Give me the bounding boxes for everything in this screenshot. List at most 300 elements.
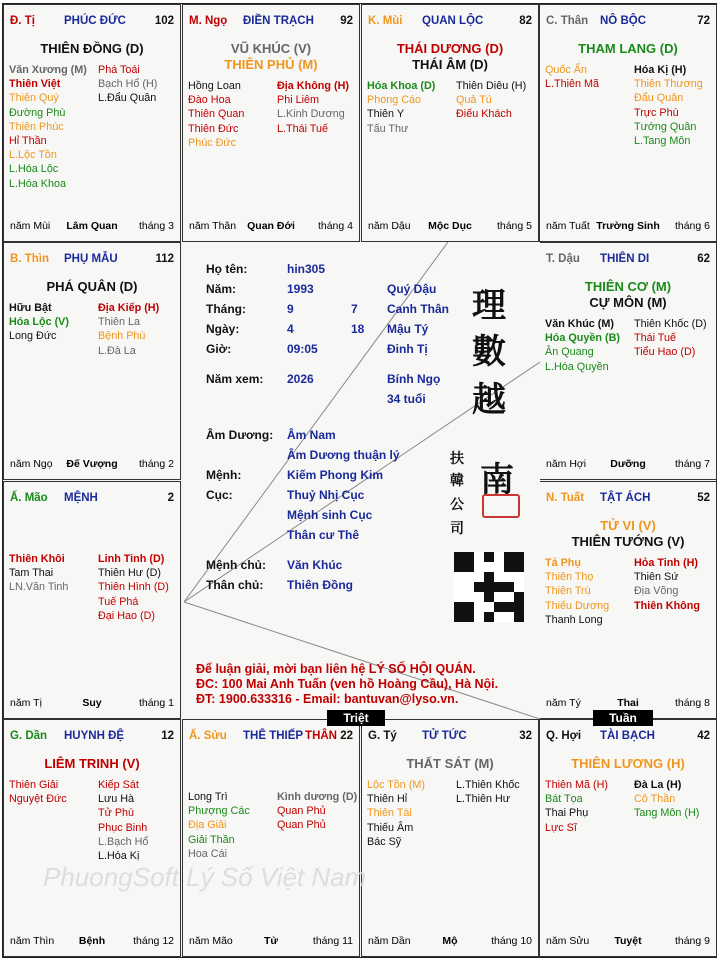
lunar-value: 18	[351, 322, 365, 336]
palace-name: TỬ TỨC	[422, 730, 467, 742]
palace-name: NÔ BỘC	[600, 15, 646, 27]
main-star: THIÊN LƯƠNG (H)	[571, 756, 685, 771]
minor-star: Tướng Quân	[634, 120, 697, 133]
minor-star: Đà La (H)	[634, 779, 682, 791]
palace-cell	[539, 719, 717, 957]
main-stars	[4, 279, 180, 295]
info-label: Tháng:	[206, 302, 246, 316]
main-stars	[4, 756, 180, 772]
earthly-branch: T. Dậu	[546, 253, 580, 265]
thanchu-value: Thiên Đồng	[287, 578, 353, 592]
palace-name: TẬT ÁCH	[600, 492, 651, 504]
footer-stage: Lâm Quan	[66, 220, 118, 232]
earthly-branch: C. Thân	[546, 15, 589, 27]
minor-star: Điếu Khách	[456, 108, 512, 121]
palace-footer	[189, 935, 353, 948]
footer-stage: Tử	[263, 935, 279, 947]
side-char: 公	[450, 497, 464, 513]
minor-star: Hỏa Tinh (H)	[634, 557, 698, 569]
minor-star: Phi Liêm	[277, 94, 320, 107]
minor-star: Phục Binh	[98, 821, 148, 834]
palace-number: 32	[519, 730, 532, 742]
minor-star: Địa Giải	[188, 819, 227, 832]
palace-number: 62	[697, 253, 710, 265]
tuan-tag: Tuần	[593, 710, 653, 726]
minor-star: Long Đức	[9, 330, 57, 343]
minor-star: Hóa Kị (H)	[634, 64, 687, 76]
amduong-value: Âm Nam	[287, 428, 336, 442]
earthly-branch: Ấ. Sửu	[189, 730, 227, 742]
footer-stage: Bệnh	[78, 935, 106, 947]
palace-header	[10, 15, 174, 29]
info-label: Ngày:	[206, 322, 240, 336]
minor-star: Tả Phụ	[545, 557, 581, 569]
minor-star: Bác Sỹ	[367, 835, 402, 848]
minor-stars-left	[545, 556, 609, 627]
minor-star: Bát Tọa	[545, 793, 583, 806]
minor-stars-right	[98, 63, 157, 106]
palace-number: 112	[155, 253, 174, 265]
main-star: CỰ MÔN (M)	[589, 295, 667, 310]
palace-cell	[361, 719, 539, 957]
minor-star: Thiên Đức	[188, 122, 239, 135]
palace-cell	[539, 4, 717, 242]
canchi-value: Bính Ngọ	[387, 372, 441, 386]
footer-year: năm Ngọ	[10, 458, 53, 470]
minor-stars-left	[9, 552, 68, 595]
minor-star: Thái Tuế	[634, 332, 677, 345]
contact-line: ĐC: 100 Mai Anh Tuấn (ven hồ Hoàng Cầu), Hà Nội.	[196, 677, 499, 691]
center-info-panel	[184, 242, 540, 719]
palace-header	[546, 730, 710, 744]
footer-year: năm Tuất	[546, 220, 590, 232]
footer-year: năm Tý	[546, 697, 581, 709]
minor-star: Đường Phù	[9, 106, 66, 119]
footer-year: năm Dần	[368, 935, 411, 947]
info-label: Năm xem:	[206, 372, 264, 386]
footer-stage: Trường Sinh	[596, 220, 660, 232]
minor-star: Thiên La	[98, 316, 141, 329]
info-value: 09:05	[287, 342, 318, 356]
info-value: 9	[287, 302, 294, 316]
minor-star: Địa Võng	[634, 585, 679, 598]
palace-cell	[539, 242, 717, 480]
main-star: TỬ VI (V)	[600, 518, 656, 533]
earthly-branch: Đ. Tị	[10, 15, 35, 27]
main-star: THIÊN CƠ (M)	[584, 279, 672, 294]
minor-star: Thiên Giải	[9, 779, 59, 791]
main-stars	[540, 41, 716, 57]
info-label: Họ tên:	[206, 262, 248, 276]
palace-footer	[10, 935, 174, 948]
contact-line: Để luận giải, mời bạn liên hệ LÝ SỐ HỘI QUÁN.	[196, 662, 476, 676]
earthly-branch: B. Thìn	[10, 253, 49, 265]
minor-star: Thiên Phúc	[9, 120, 64, 133]
footer-month: tháng 5	[496, 220, 532, 232]
main-star: THẤT SÁT (M)	[406, 756, 494, 771]
palace-name: MỆNH	[64, 492, 98, 504]
footer-year: năm Mùi	[10, 220, 51, 232]
minor-stars-right	[277, 790, 357, 833]
minor-stars-right	[456, 79, 526, 122]
calligraphy-char: 南	[480, 460, 514, 500]
palace-name: PHỤ MẪU	[64, 253, 118, 265]
main-star: THIÊN TƯỚNG (V)	[571, 534, 685, 549]
main-star: THÁI ÂM (D)	[412, 57, 488, 72]
amduong-label: Âm Dương:	[206, 428, 274, 442]
footer-stage: Quan Đới	[247, 220, 295, 232]
minor-star: Bạch Hổ (H)	[98, 78, 158, 91]
triet-tag: Triệt	[327, 710, 385, 726]
minor-star: L.Kinh Dương	[277, 108, 345, 121]
minor-star: Tuế Phá	[98, 595, 139, 608]
side-char: 韓	[450, 473, 464, 489]
minor-star: L.Thiên Hư	[456, 793, 511, 806]
side-char: 扶	[450, 451, 464, 467]
amduong-note: Âm Dương thuận lý	[287, 448, 400, 462]
minor-star: Thiên Thọ	[545, 571, 594, 584]
minor-star: Quan Phủ	[277, 805, 326, 818]
minor-stars-right	[98, 778, 148, 863]
minor-star: Đẩu Quân	[634, 92, 684, 105]
minor-stars-right	[634, 556, 700, 613]
main-stars	[540, 279, 716, 311]
main-star: VŨ KHÚC (V)	[230, 41, 312, 56]
palace-footer	[10, 220, 174, 233]
minor-star: Kình dương (D)	[277, 791, 358, 803]
palace-number: 42	[697, 730, 710, 742]
minor-stars-left	[367, 79, 435, 136]
minor-stars-right	[634, 63, 703, 148]
minor-star: Phong Cáo	[367, 94, 422, 107]
footer-stage: Đế Vượng	[66, 458, 118, 470]
watermark: PhuongSoft Lý Số Việt Nam	[43, 862, 367, 892]
minor-star: Thiên Việt	[9, 78, 61, 91]
palace-number: 2	[167, 492, 174, 504]
minor-star: L.Lộc Tồn	[9, 149, 57, 162]
minor-star: Thiên Khôi	[9, 553, 65, 565]
minor-star: Lộc Tồn (M)	[367, 779, 426, 791]
minor-star: L.Đà La	[98, 344, 136, 357]
minor-star: Thai Phụ	[545, 807, 589, 820]
main-stars	[362, 41, 538, 73]
minor-star: L.Thiên Khốc	[456, 779, 520, 791]
palace-header	[546, 492, 710, 506]
palace-header	[10, 492, 174, 506]
minor-star: L.Thiên Mã	[545, 78, 600, 91]
palace-footer	[10, 697, 174, 710]
minor-star: Tang Môn (H)	[634, 807, 700, 820]
minor-star: Văn Xương (M)	[9, 64, 87, 76]
minor-star: Nguyệt Đức	[9, 793, 67, 806]
minor-star: Phượng Các	[188, 805, 250, 818]
palace-footer	[368, 220, 532, 233]
info-value: 4	[287, 322, 294, 336]
minor-star: Quả Tú	[456, 94, 492, 107]
footer-month: tháng 10	[491, 935, 532, 947]
main-stars	[362, 756, 538, 772]
contact-info	[196, 662, 498, 707]
minor-star: Đào Hoa	[188, 94, 231, 107]
minor-star: Thiếu Âm	[367, 821, 414, 834]
info-value: 2026	[287, 372, 314, 386]
minor-stars-left	[188, 790, 250, 861]
palace-footer	[546, 458, 710, 471]
minor-star: Thiên Quan	[188, 108, 245, 121]
palace-header	[368, 15, 532, 29]
minor-stars-right	[634, 317, 707, 360]
minor-stars-right	[634, 778, 699, 821]
minor-star: Phúc Đức	[188, 136, 237, 149]
palace-cell	[182, 4, 360, 242]
minor-star: Thiên Hình (D)	[98, 581, 169, 594]
minor-star: L.Hóa Kị	[98, 849, 140, 862]
footer-year: năm Mão	[189, 935, 233, 947]
palace-footer	[546, 697, 710, 710]
than-marker: THÂN	[305, 730, 337, 742]
qr-code[interactable]	[454, 552, 524, 622]
main-stars	[183, 41, 359, 73]
minor-stars-left	[545, 778, 608, 835]
minor-stars-right	[277, 79, 349, 136]
minor-stars-right	[98, 552, 169, 623]
minor-stars-left	[9, 63, 87, 191]
canchi-value: Canh Thân	[387, 302, 449, 316]
minor-star: Thiên Diêu (H)	[456, 80, 527, 92]
minor-stars-left	[9, 301, 69, 344]
minor-stars-left	[9, 778, 67, 806]
minor-star: Bệnh Phù	[98, 330, 146, 343]
footer-month: tháng 1	[138, 697, 174, 709]
palace-number: 22	[340, 730, 353, 742]
footer-year: năm Thìn	[10, 935, 55, 947]
palace-cell	[182, 719, 360, 957]
minor-star: Quan Phủ	[277, 819, 326, 832]
minor-stars-left	[545, 63, 599, 91]
footer-year: năm Hợi	[546, 458, 587, 470]
minor-star: Thiên Mã (H)	[545, 779, 608, 791]
minor-star: Lưu Hà	[98, 793, 135, 806]
palace-name: ĐIỀN TRẠCH	[243, 15, 314, 27]
palace-cell	[539, 481, 717, 719]
footer-stage: Mộc Dục	[428, 220, 472, 232]
minor-star: Địa Kiếp (H)	[98, 302, 160, 314]
footer-year: năm Sửu	[546, 935, 590, 947]
palace-cell	[3, 4, 181, 242]
minor-star: Đại Hao (D)	[98, 609, 155, 622]
footer-month: tháng 4	[317, 220, 353, 232]
main-stars	[540, 518, 716, 550]
cuc-label: Cục:	[206, 488, 233, 502]
palace-cell	[3, 242, 181, 480]
earthly-branch: Q. Hợi	[546, 730, 582, 742]
earthly-branch: K. Mùi	[368, 15, 403, 27]
calligraphy-char: 越	[472, 380, 506, 420]
minor-star: Tấu Thư	[367, 122, 409, 135]
minor-star: Hữu Bật	[9, 302, 52, 314]
minor-star: Ân Quang	[545, 346, 594, 359]
minor-star: Thiên Y	[367, 108, 405, 121]
minor-star: Tử Phù	[98, 807, 135, 820]
minor-star: Trực Phù	[634, 106, 679, 119]
earthly-branch: Ấ. Mão	[10, 492, 48, 504]
main-star: PHÁ QUÂN (D)	[46, 279, 138, 294]
minor-star: L.Hóa Khoa	[9, 177, 67, 190]
footer-year: năm Thân	[189, 220, 237, 232]
canchi-value: Mậu Tý	[387, 322, 429, 336]
minor-star: Long Trì	[188, 791, 228, 803]
minor-star: Thiên Không	[634, 599, 700, 612]
minor-star: Hóa Lộc (V)	[9, 316, 69, 329]
footer-stage: Mộ	[442, 935, 458, 947]
minor-star: LN.Văn Tinh	[9, 581, 69, 594]
palace-header	[546, 15, 710, 29]
minor-star: L.Tang Môn	[634, 134, 691, 147]
palace-footer	[189, 220, 353, 233]
palace-cell	[3, 719, 181, 957]
footer-stage: Dưỡng	[610, 458, 646, 470]
calligraphy-char: 理	[472, 286, 506, 326]
palace-header	[10, 730, 174, 744]
footer-month: tháng 8	[674, 697, 710, 709]
minor-star: L.Đẩu Quân	[98, 92, 157, 105]
palace-number: 82	[519, 15, 532, 27]
minor-star: Thiếu Dương	[545, 599, 610, 612]
earthly-branch: G. Dần	[10, 730, 48, 742]
minor-stars-left	[367, 778, 425, 849]
footer-month: tháng 12	[133, 935, 174, 947]
minor-star: Giải Thần	[188, 833, 235, 846]
palace-header	[546, 253, 710, 267]
palace-name: TÀI BẠCH	[600, 730, 655, 742]
cuc-note: Mệnh sinh Cục	[287, 508, 373, 522]
main-star: LIÊM TRINH (V)	[44, 756, 140, 771]
minor-stars-right	[456, 778, 520, 806]
palace-name: THIÊN DI	[600, 253, 650, 265]
minor-star: Thiên Tài	[367, 807, 412, 820]
thanchu-label: Thân chủ:	[206, 578, 264, 592]
palace-name: THÊ THIẾP	[243, 730, 304, 742]
minor-star: Văn Khúc (M)	[545, 318, 614, 330]
minor-star: Thanh Long	[545, 613, 603, 626]
minor-star: Hoa Cái	[188, 847, 228, 860]
menhchu-value: Văn Khúc	[287, 558, 343, 572]
footer-stage: Suy	[82, 697, 102, 709]
main-stars	[4, 41, 180, 57]
palace-number: 72	[697, 15, 710, 27]
footer-month: tháng 6	[674, 220, 710, 232]
minor-star: Thiên Trù	[545, 585, 591, 598]
minor-star: Thiên Quý	[9, 92, 59, 105]
footer-month: tháng 7	[674, 458, 710, 470]
minor-star: Thiên Sứ	[634, 571, 679, 584]
palace-header	[10, 253, 174, 267]
minor-star: Cô Thần	[634, 793, 676, 806]
footer-month: tháng 3	[138, 220, 174, 232]
minor-star: Thiên Thương	[634, 78, 703, 91]
side-char: 司	[450, 521, 464, 537]
palace-header	[189, 730, 353, 744]
footer-stage: Tuyệt	[614, 935, 642, 947]
palace-footer	[368, 935, 532, 948]
earthly-branch: N. Tuất	[546, 492, 585, 504]
info-value: hin305	[287, 262, 326, 276]
main-star: THÁI DƯƠNG (D)	[396, 41, 504, 56]
cuc-value: Thuỷ Nhị Cục	[287, 488, 365, 502]
minor-star: Phá Toái	[98, 64, 140, 76]
minor-star: Tiểu Hao (D)	[634, 346, 696, 359]
palace-footer	[546, 220, 710, 233]
footer-month: tháng 9	[674, 935, 710, 947]
palace-number: 52	[697, 492, 710, 504]
minor-star: Linh Tinh (D)	[98, 553, 165, 565]
minor-stars-right	[98, 301, 159, 358]
minor-stars-left	[188, 79, 244, 150]
minor-star: L.Hóa Lộc	[9, 163, 59, 176]
palace-cell	[361, 4, 539, 242]
palace-footer	[546, 935, 710, 948]
horoscope-chart	[2, 3, 717, 958]
palace-number: 12	[161, 730, 174, 742]
earthly-branch: G. Tý	[368, 730, 397, 742]
minor-star: Thiên Hỉ	[367, 793, 408, 806]
minor-star: Địa Không (H)	[277, 80, 349, 92]
minor-star: Quốc Ấn	[545, 64, 588, 76]
palace-cell	[3, 481, 181, 719]
minor-star: L.Hóa Quyền	[545, 360, 609, 373]
minor-star: Lực Sĩ	[545, 821, 577, 834]
canchi-value: Đinh Tị	[387, 342, 428, 356]
minor-stars-left	[545, 317, 620, 374]
minor-star: Hóa Quyền (B)	[545, 332, 620, 345]
info-label: Năm:	[206, 282, 237, 296]
minor-star: Thiên Hư (D)	[98, 567, 162, 580]
than-cu: Thân cư Thê	[287, 528, 360, 542]
main-star: THIÊN ĐỒNG (D)	[40, 41, 144, 56]
footer-year: năm Dậu	[368, 220, 411, 232]
minor-star: Hồng Loan	[188, 80, 241, 92]
info-value: 1993	[287, 282, 314, 296]
footer-month: tháng 11	[312, 935, 353, 947]
menhchu-label: Mệnh chủ:	[206, 558, 266, 572]
main-star: THAM LANG (D)	[578, 41, 678, 56]
palace-name: PHÚC ĐỨC	[64, 15, 126, 27]
palace-header	[189, 15, 353, 29]
footer-month: tháng 2	[138, 458, 174, 470]
main-stars	[540, 756, 716, 772]
menh-value: Kiếm Phong Kim	[287, 468, 384, 482]
palace-number: 92	[340, 15, 353, 27]
palace-header	[368, 730, 532, 744]
calligraphy-char: 數	[472, 332, 506, 372]
main-star: THIÊN PHỦ (M)	[224, 57, 318, 72]
canchi-value: 34 tuổi	[387, 392, 426, 406]
canchi-value: Quý Dậu	[387, 282, 437, 296]
footer-year: năm Tị	[10, 697, 42, 709]
info-label: Giờ:	[206, 342, 232, 356]
menh-label: Mệnh:	[206, 468, 242, 482]
minor-star: Tam Thai	[9, 567, 54, 580]
seal-stamp	[482, 494, 520, 518]
contact-line: ĐT: 1900.633316 - Email: bantuvan@lyso.vn.	[196, 692, 459, 706]
minor-star: Kiếp Sát	[98, 779, 139, 791]
minor-star: L.Bạch Hổ	[98, 835, 149, 848]
minor-star: Hóa Khoa (D)	[367, 80, 436, 92]
palace-number: 102	[154, 15, 174, 27]
minor-star: L.Thái Tuế	[277, 122, 329, 135]
palace-name: HUYNH ĐỆ	[64, 730, 125, 742]
footer-stage: Thai	[617, 697, 639, 709]
